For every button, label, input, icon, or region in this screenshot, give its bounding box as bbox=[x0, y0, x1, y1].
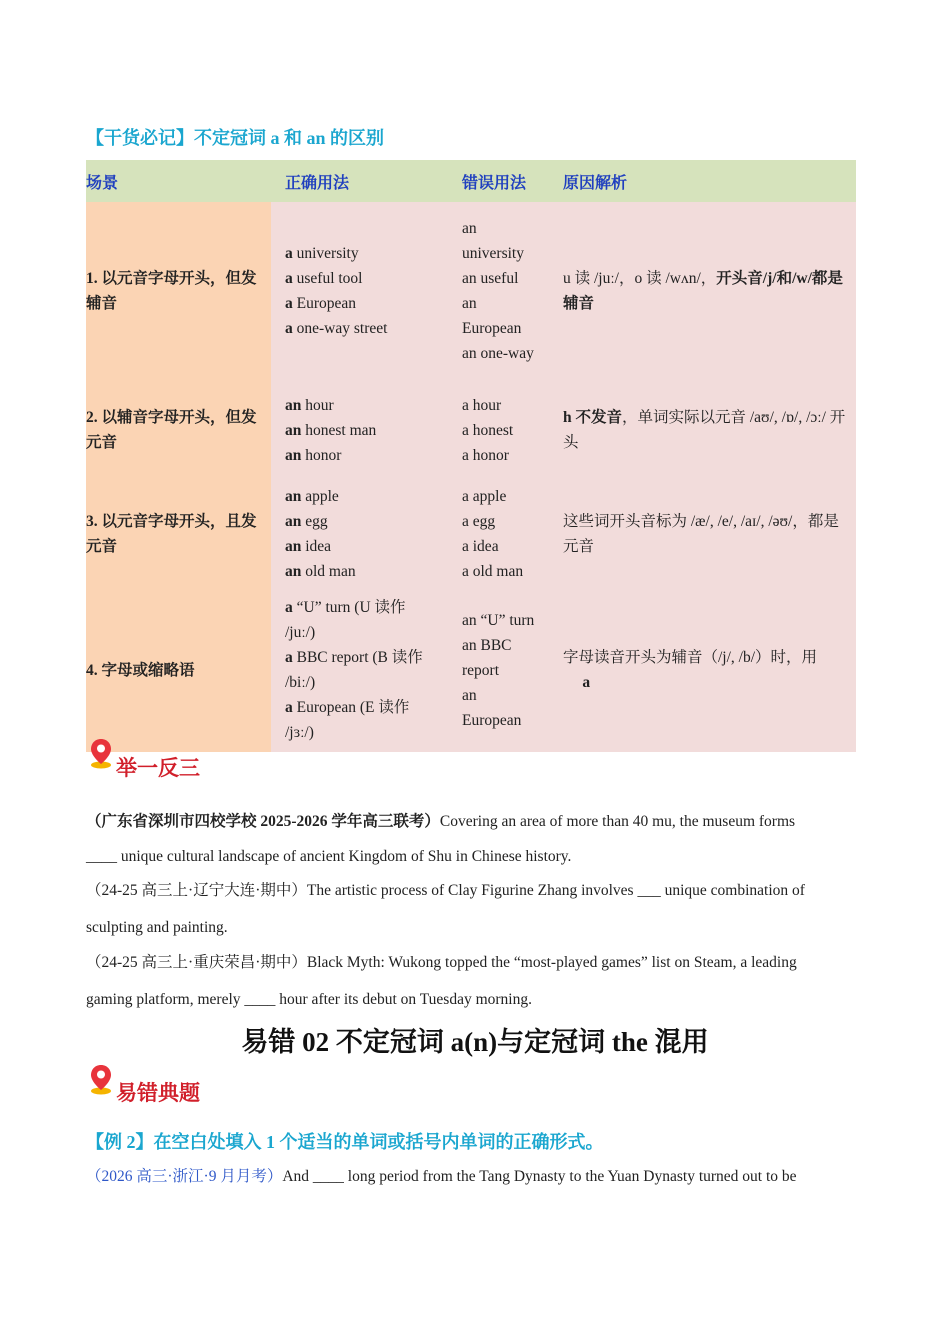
example-label: 【例 2】在空白处填入 1 个适当的单词或括号内单词的正确形式。 bbox=[86, 1132, 604, 1152]
header-scene: 场景 bbox=[86, 160, 271, 202]
table-header-row bbox=[86, 160, 856, 202]
practice-item: （广东省深圳市四校学校 2025-2026 学年高三联考）Covering an area of more than 40 mu, the museum forms ____ unique cultural landscape of ancient Kingdom of Shu in Chinese history. bbox=[86, 813, 796, 865]
section-title: 【干货必记】不定冠词 a 和 an 的区别 bbox=[86, 128, 385, 148]
practice-item: （24-25 高三上·重庆荣昌·期中）Black Myth: Wukong topped the “most-played games” list on Steam, a leading gaming platform, merely ____ hour after its debut on Tuesday morning. bbox=[86, 954, 797, 1008]
table-row bbox=[86, 588, 856, 752]
practice-heading: 举一反三 bbox=[116, 756, 200, 780]
reason-cell: 这些词开头音标为 /æ/, /e/, /aɪ/, /əʊ/，都是元音 bbox=[563, 480, 856, 588]
correct-usage-cell: an apple an egg an idea an old man bbox=[271, 480, 456, 588]
wrong-usage-cell: an “U” turn an BBC report an European bbox=[456, 588, 563, 752]
scene-cell: 2. 以辅音字母开头，但发元音 bbox=[86, 380, 271, 480]
header-correct: 正确用法 bbox=[271, 160, 456, 202]
location-pin-icon bbox=[89, 1063, 113, 1095]
correct-usage-cell: a “U” turn (U 读作 /juː/) a BBC report (B 读作 /biː/) a European (E 读作 /jɜː/) bbox=[271, 588, 456, 752]
article-comparison-table bbox=[86, 160, 856, 752]
practice-item: （24-25 高三上·辽宁大连·期中）The artistic process of Clay Figurine Zhang involves ___ unique combination of sculpting and painting. bbox=[86, 882, 805, 936]
scene-cell: 4. 字母或缩略语 bbox=[86, 588, 271, 752]
wrong-usage-cell: a apple a egg a idea a old man bbox=[456, 480, 563, 588]
reason-cell: h 不发音，单词实际以元音 /aʊ/, /ɒ/, /ɔː/ 开头 bbox=[563, 380, 856, 480]
scene-cell: 1. 以元音字母开头，但发辅音 bbox=[86, 202, 271, 380]
header-reason: 原因解析 bbox=[563, 160, 856, 202]
table-row bbox=[86, 480, 856, 588]
example-source: （2026 高三·浙江·9 月月考） bbox=[86, 1168, 283, 1185]
correct-usage-cell: an hour an honest man an honor bbox=[271, 380, 456, 480]
example-question: （2026 高三·浙江·9 月月考）And ____ long period from the Tang Dynasty to the Yuan Dynasty turned out to be bbox=[86, 1168, 797, 1185]
correct-usage-cell: a university a useful tool a European a one-way street bbox=[271, 202, 456, 380]
header-wrong: 错误用法 bbox=[456, 160, 563, 202]
table-row bbox=[86, 380, 856, 480]
error-section-title: 易错 02 不定冠词 a(n)与定冠词 the 混用 bbox=[241, 1027, 709, 1057]
table-row bbox=[86, 202, 856, 380]
reason-cell: 字母读音开头为辅音（/j/, /b/）时，用 a bbox=[563, 588, 856, 752]
scene-cell: 3. 以元音字母开头，且发元音 bbox=[86, 480, 271, 588]
location-pin-icon bbox=[89, 737, 113, 769]
wrong-usage-cell: a hour a honest a honor bbox=[456, 380, 563, 480]
wrong-usage-cell: an university an useful an European an one-way bbox=[456, 202, 563, 380]
reason-cell: u 读 /juː/，o 读 /wʌn/，开头音/j/和/w/都是辅音 bbox=[563, 202, 856, 380]
typical-errors-heading: 易错典题 bbox=[116, 1081, 200, 1105]
